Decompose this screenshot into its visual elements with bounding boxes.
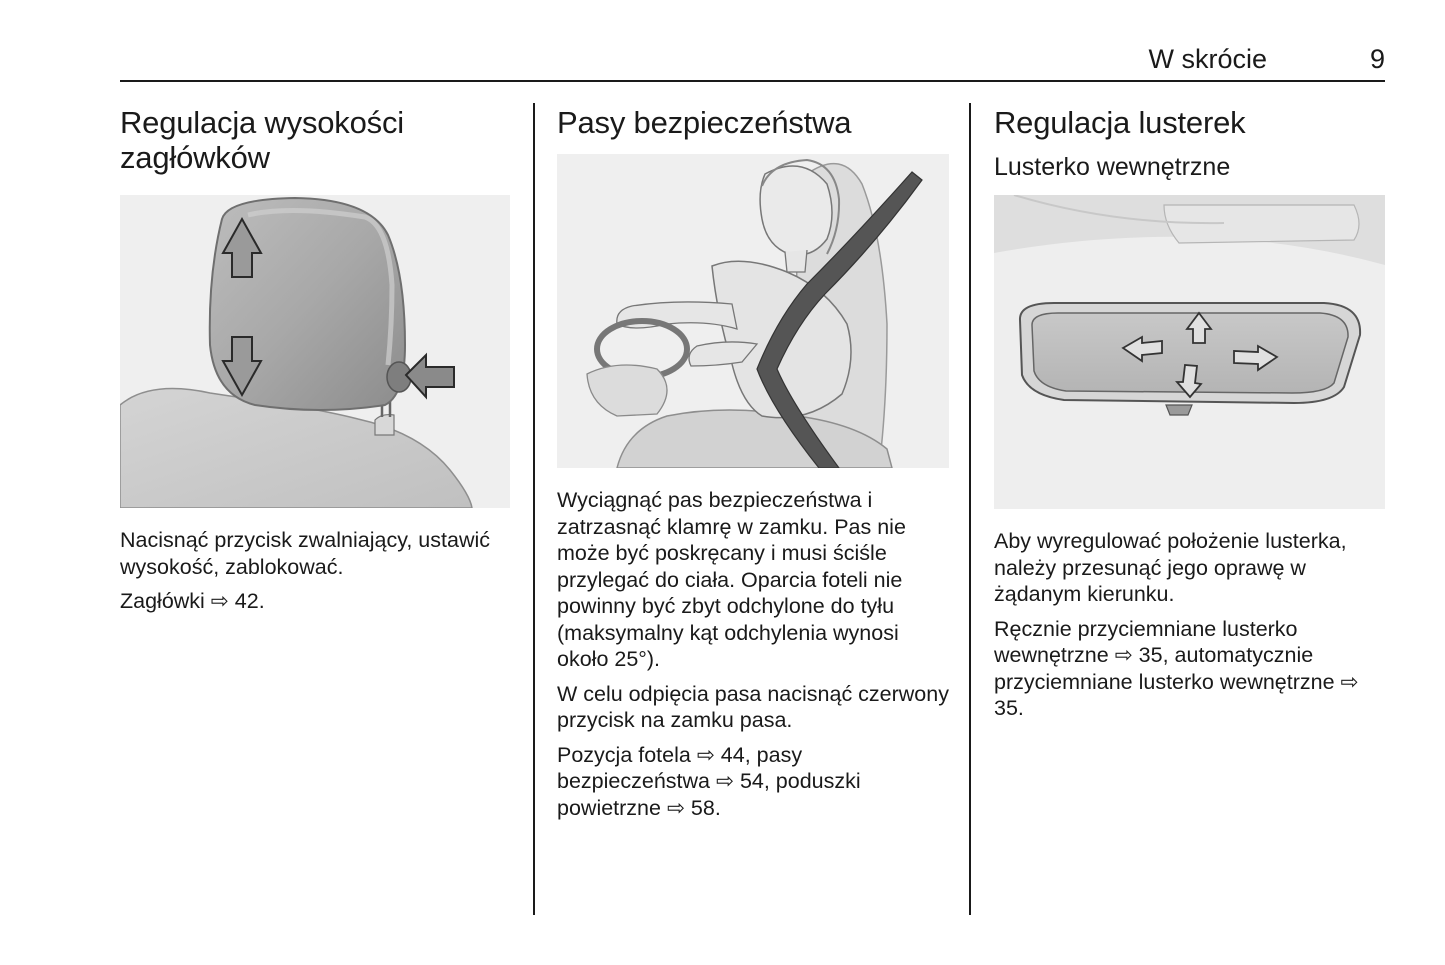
interior-mirror-illustration <box>994 195 1385 509</box>
section-heading: Regulacja wysokości zagłówków <box>120 105 404 175</box>
subsection-heading: Lusterko wewnętrzne <box>994 153 1231 181</box>
page-number: 9 <box>1369 44 1385 74</box>
section-heading: Regulacja lusterek <box>994 105 1246 140</box>
column-seatbelt <box>557 100 949 821</box>
paragraph: Zagłówki ⇨ 42. <box>120 589 265 613</box>
headrest-adjustment-illustration <box>120 195 510 508</box>
column-divider <box>969 103 971 915</box>
header-rule <box>120 80 1385 82</box>
section-title: W skrócie <box>1148 44 1267 74</box>
paragraph: Ręcznie przyciemniane lusterko wewnętrzne ⇨ 35, automatycznie przyciemniane lusterko wewnętrzne ⇨ 35. <box>994 616 1359 720</box>
paragraph: Aby wyregulować położenie lusterka, należy przesunąć jego oprawę w żądanym kierunku. <box>994 529 1347 606</box>
paragraph: Wyciągnąć pas bezpieczeństwa i zatrzasnąć klamrę w zamku. Pas nie może być poskręcany i musi ściśle przylegać do ciała. Oparcia foteli nie powinny być zbyt odchylone do tyłu (maksymalny kąt odchylenia wynosi około 25°). <box>557 488 906 671</box>
paragraph: W celu odpięcia pasa nacisnąć czerwony przycisk na zamku pasa. <box>557 681 949 732</box>
seat-belt-illustration <box>557 154 949 468</box>
column-headrest <box>120 100 510 615</box>
paragraph: Pozycja fotela ⇨ 44, pasy bezpieczeństwa ⇨ 54, poduszki powietrzne ⇨ 58. <box>557 742 861 820</box>
column-divider <box>533 103 535 915</box>
column-mirrors <box>994 100 1386 722</box>
paragraph: Nacisnąć przycisk zwalniający, ustawić wysokość, zablokować. <box>120 528 490 579</box>
section-heading: Pasy bezpieczeństwa <box>557 105 852 140</box>
